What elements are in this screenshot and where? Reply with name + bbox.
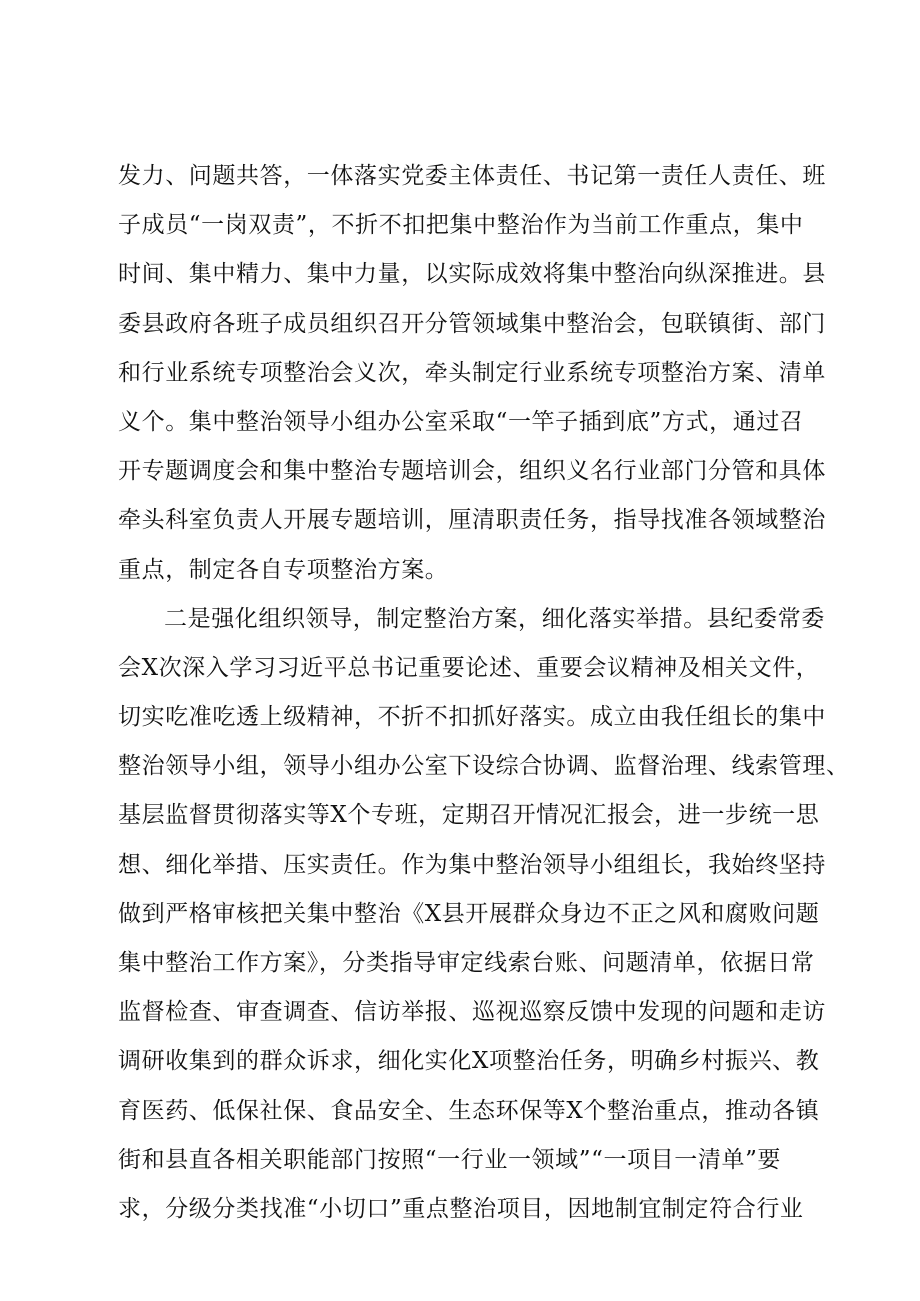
text-line: 开专题调度会和集中整治专题培训会，组织义名行业部门分管和具体 — [118, 458, 826, 485]
text-line: 发力、问题共答，一体落实党委主体责任、书记第一责任人责任、班 — [118, 163, 826, 189]
body-text — [118, 152, 850, 1234]
text-line: 做到严格审核把关集中整治《X县开展群众身边不正之风和腐败问题 — [118, 900, 820, 927]
text-line: 求，分级分类找准“小切口”重点整治项目，因地制宜制定符合行业 — [118, 1195, 804, 1222]
text-line: 子成员“一岗双责”，不折不扣把集中整治作为当前工作重点，集中 — [118, 212, 804, 239]
text-line: 义个。集中整治领导小组办公室采取“一竿子插到底”方式，通过召 — [118, 408, 804, 435]
text-line: 集中整治工作方案》，分类指导审定线索台账、问题清单，依据日常 — [118, 950, 815, 976]
text-line: 街和县直各相关职能部门按照“一行业一领域”“一项目一清单”要 — [118, 1146, 782, 1173]
text-line: 切实吃准吃透上级精神，不折不扣抓好落实。成立由我任组长的集中 — [118, 704, 826, 731]
text-line: 和行业系统专项整治会义次，牵头制定行业系统专项整治方案、清单 — [118, 359, 826, 386]
text-line: 整治领导小组，领导小组办公室下设综合协调、监督治理、线索管理、 — [118, 753, 850, 780]
text-line: 调研收集到的群众诉求，细化实化X项整治任务，明确乡村振兴、教 — [118, 1048, 820, 1075]
text-line: 基层监督贯彻落实等X个专班，定期召开情况汇报会，进一步统一思 — [118, 802, 820, 829]
text-line: 监督检查、审查调查、信访举报、巡视巡察反馈中发现的问题和走访 — [118, 999, 826, 1026]
text-line: 牵头科室负责人开展专题培训，厘清职责任务，指导找准各领域整治 — [118, 507, 826, 534]
text-line: 会X次深入学习习近平总书记重要论述、重要会议精神及相关文件， — [118, 654, 820, 681]
text-line: 育医药、低保社保、食品安全、生态环保等X个整治重点，推动各镇 — [118, 1097, 820, 1124]
paragraph-start-line: 二是强化组织领导，制定整治方案，细化落实举措。县纪委常委 — [164, 605, 825, 632]
text-line: 时间、集中精力、集中力量，以实际成效将集中整治向纵深推进。县 — [118, 261, 826, 288]
text-line: 想、细化举措、压实责任。作为集中整治领导小组组长，我始终坚持 — [118, 851, 826, 878]
text-line: 委县政府各班子成员组织召开分管领域集中整治会，包联镇街、部门 — [118, 310, 826, 337]
text-line: 重点，制定各自专项整治方案。 — [118, 556, 449, 583]
